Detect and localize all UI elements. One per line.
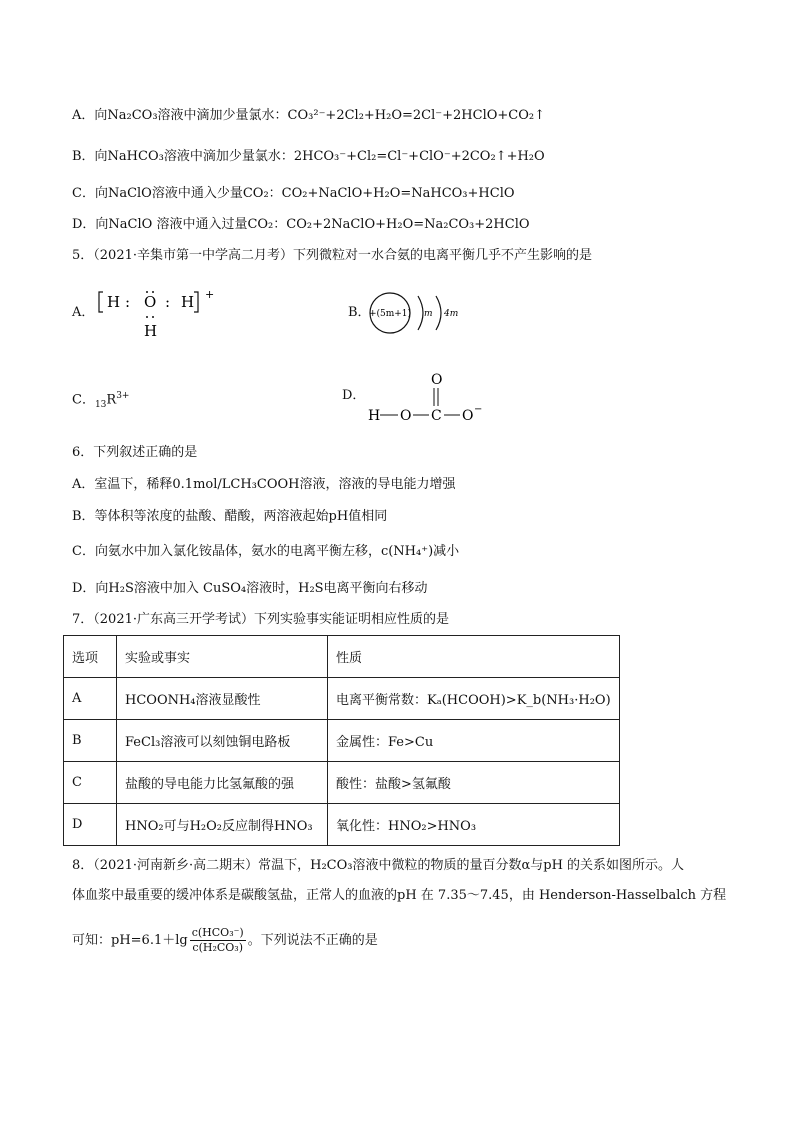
svg-text::: : <box>165 293 171 311</box>
table-cell: 盐酸的导电能力比氢氟酸的强 <box>117 762 328 804</box>
q5-d-h: H <box>368 408 381 424</box>
q4-option-c: C．向NaClO溶液中通入少量CO₂：CO₂+NaClO+H₂O=NaHCO₃+HClO <box>72 186 515 201</box>
q8-fraction-denominator: c(H₂CO₃) <box>192 941 244 954</box>
q5-b-shell1: m <box>424 309 433 319</box>
table-cell: 氧化性：HNO₂>HNO₃ <box>328 804 620 846</box>
q5-d-o-top: O <box>431 372 443 388</box>
q5-option-b-label: B． <box>348 305 371 320</box>
q5-b-nucleus: +(5m+1) <box>368 309 412 319</box>
table-row <box>64 678 620 720</box>
q5-stem: 5．（2021·辛集市第一中学高二月考）下列微粒对一水合氨的电离平衡几乎不产生影响的是 <box>72 248 592 263</box>
q6-option-b: B．等体积等浓度的盐酸、醋酸，两溶液起始pH值相同 <box>72 509 388 524</box>
q5-b-shell2: 4m <box>444 309 459 319</box>
q8-fraction-numerator: c(HCO₃⁻) <box>191 926 244 939</box>
q5-d-o2: O <box>462 408 474 424</box>
table-cell: FeCl₃溶液可以刻蚀铜电路板 <box>117 720 328 762</box>
table-row <box>64 762 620 804</box>
q5-option-c-label: C．$_{13}R^{3+}$ <box>72 391 130 410</box>
q6-option-a: A．室温下，稀释0.1mol/LCH₃COOH溶液，溶液的导电能力增强 <box>72 477 456 492</box>
q4-option-d: D．向NaClO 溶液中通入过量CO₂：CO₂+2NaClO+H₂O=Na₂CO₃+2HClO <box>72 217 530 232</box>
q5-option-d-label: D． <box>342 388 366 403</box>
q6-stem: 6．下列叙述正确的是 <box>72 445 198 460</box>
table-cell: HCOONH₄溶液显酸性 <box>117 678 328 720</box>
q6-option-c: C．向氨水中加入氯化铵晶体，氨水的电离平衡左移，c(NH₄⁺)减小 <box>72 544 460 559</box>
q5-c-atomic-number: 13 <box>94 399 107 410</box>
q5-a-h2: H <box>181 293 195 311</box>
q6-option-d: D．向H₂S溶液中加入 CuSO₄溶液时，H₂S电离平衡向右移动 <box>72 581 428 596</box>
table-cell: B <box>64 720 117 762</box>
svg-text::: : <box>125 293 131 311</box>
header-property: 性质 <box>328 636 620 678</box>
table-cell: D <box>64 804 117 846</box>
q8-line-1: 8．（2021·河南新乡·高二期末）常温下，H₂CO₃溶液中微粒的物质的量百分数α与pH 的关系如图所示。人 <box>72 858 685 873</box>
header-fact: 实验或事实 <box>117 636 328 678</box>
table-cell: 电离平衡常数：Kₐ(HCOOH)>K_b(NH₃·H₂O) <box>328 678 620 720</box>
q5-c-charge: 3+ <box>116 391 130 401</box>
q8-line-3-pre: 可知：pH=6.1＋lg <box>72 933 188 948</box>
q8-line-3 <box>72 926 378 955</box>
table-cell: A <box>64 678 117 720</box>
q5-option-b-atom-diagram <box>368 288 468 338</box>
q5-a-o: O <box>144 293 157 311</box>
q5-option-a-structure <box>95 284 225 342</box>
q5-option-a-label: A． <box>72 305 95 320</box>
table-cell: 酸性：盐酸>氢氟酸 <box>328 762 620 804</box>
q7-table <box>63 635 620 846</box>
q5-c-symbol: R <box>106 392 117 408</box>
q4-option-b: B．向NaHCO₃溶液中滴加少量氯水：2HCO₃⁻+Cl₂=Cl⁻+ClO⁻+2CO₂↑+H₂O <box>72 149 545 164</box>
q8-line-3-post: 。下列说法不正确的是 <box>247 933 378 948</box>
q7-stem: 7．（2021·广东高三开学考试）下列实验事实能证明相应性质的是 <box>72 612 449 627</box>
q8-fraction <box>190 926 246 955</box>
table-header-row <box>64 636 620 678</box>
q5-a-h3: H <box>144 322 158 340</box>
q5-option-d-structure <box>364 368 494 430</box>
table-row <box>64 720 620 762</box>
q5-a-h1: H <box>107 293 121 311</box>
q4-option-a: A．向Na₂CO₃溶液中滴加少量氯水：CO₃²⁻+2Cl₂+H₂O=2Cl⁻+2HClO+CO₂↑ <box>72 108 546 123</box>
table-row <box>64 804 620 846</box>
header-option: 选项 <box>64 636 117 678</box>
table-cell: HNO₂可与H₂O₂反应制得HNO₃ <box>117 804 328 846</box>
q5-d-c: C <box>431 408 442 424</box>
q5-a-charge: + <box>205 288 215 301</box>
q8-line-2: 体血浆中最重要的缓冲体系是碳酸氢盐，正常人的血液的pH 在 7.35～7.45，由 Henderson-Hasselbalch 方程 <box>72 888 727 903</box>
q5-d-charge: − <box>474 404 483 415</box>
table-cell: 金属性：Fe>Cu <box>328 720 620 762</box>
table-cell: C <box>64 762 117 804</box>
q5-d-o1: O <box>400 408 412 424</box>
